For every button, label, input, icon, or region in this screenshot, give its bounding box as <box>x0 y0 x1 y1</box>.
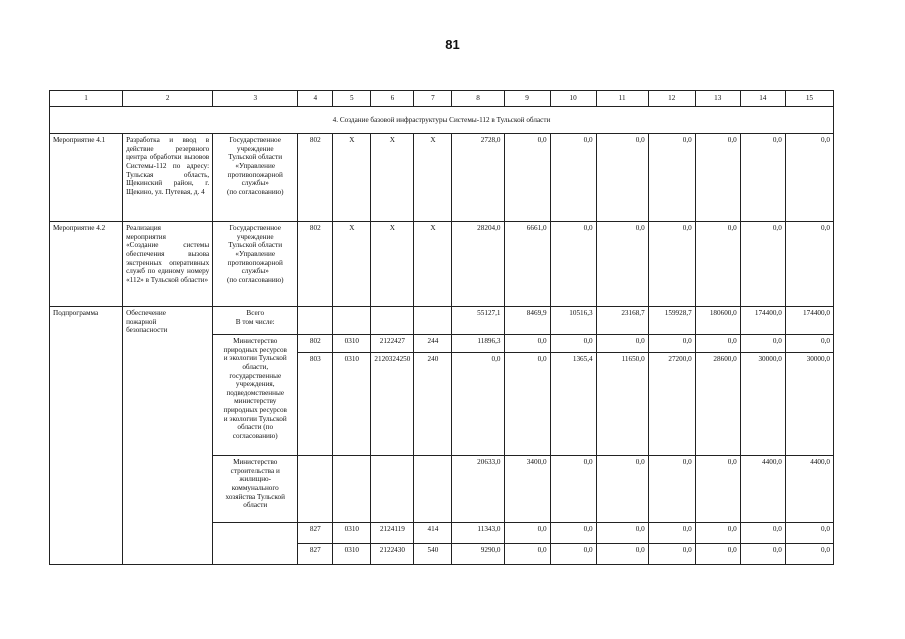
cell-col10: 0,0 <box>550 456 596 523</box>
cell-col12: 27200,0 <box>648 353 695 456</box>
cell-col15: 30000,0 <box>785 353 833 456</box>
cell-col5: X <box>333 222 371 307</box>
cell-col4: 827 <box>298 544 333 565</box>
cell-col7: 244 <box>414 335 452 353</box>
col-header: 1 <box>50 91 123 107</box>
cell-col6 <box>371 456 414 523</box>
cell-col5: 0310 <box>333 544 371 565</box>
col-header: 2 <box>123 91 213 107</box>
cell-col6: 2122430 <box>371 544 414 565</box>
cell-col9: 0,0 <box>504 335 550 353</box>
measure-name-text: «Создание системы обеспечения вызова экстренных оперативных служб по единому номеру «112» в Тульской области» <box>126 241 210 284</box>
table-row-measure-4-2 <box>50 222 834 307</box>
cell-col4: 803 <box>298 353 333 456</box>
measure-name <box>123 222 213 307</box>
col-header: 11 <box>596 91 648 107</box>
cell-col13: 0,0 <box>695 523 740 544</box>
cell-col4 <box>298 456 333 523</box>
cell-col10: 0,0 <box>550 523 596 544</box>
cell-col15: 0,0 <box>785 523 833 544</box>
cell-col9: 0,0 <box>504 134 550 222</box>
cell-col12: 159928,7 <box>648 307 695 335</box>
cell-col6: X <box>371 222 414 307</box>
executor-ministry-construction: Министерство строительства и жилищно- коммунального хозяйства Тульской области <box>213 456 298 523</box>
cell-col13: 0,0 <box>695 222 740 307</box>
cell-col8: 0,0 <box>452 353 504 456</box>
cell-col10: 0,0 <box>550 544 596 565</box>
cell-col8: 2728,0 <box>452 134 504 222</box>
cell-col13: 0,0 <box>695 544 740 565</box>
cell-col5: 0310 <box>333 335 371 353</box>
cell-col15: 0,0 <box>785 335 833 353</box>
measure-name-line: мероприятия <box>126 232 166 241</box>
page-number: 81 <box>445 37 460 52</box>
cell-col5: X <box>333 134 371 222</box>
cell-col8: 11343,0 <box>452 523 504 544</box>
cell-col13: 180600,0 <box>695 307 740 335</box>
cell-col11: 0,0 <box>596 222 648 307</box>
cell-col12: 0,0 <box>648 456 695 523</box>
cell-col11: 0,0 <box>596 523 648 544</box>
column-number-row <box>50 91 834 107</box>
cell-col14: 0,0 <box>740 134 785 222</box>
row-label: Мероприятие 4.1 <box>50 134 123 222</box>
executor: Государственное учреждение Тульской области «Управление противопожарной службы» (по согласованию) <box>213 134 298 222</box>
cell-col4: 802 <box>298 335 333 353</box>
cell-col10: 10516,3 <box>550 307 596 335</box>
cell-col11: 23168,7 <box>596 307 648 335</box>
col-header: 4 <box>298 91 333 107</box>
cell-col14: 4400,0 <box>740 456 785 523</box>
cell-col8: 11896,3 <box>452 335 504 353</box>
cell-col14: 0,0 <box>740 523 785 544</box>
budget-table <box>49 90 834 565</box>
cell-col4: 827 <box>298 523 333 544</box>
cell-col10: 1365,4 <box>550 353 596 456</box>
cell-col12: 0,0 <box>648 134 695 222</box>
cell-col6: 2120324250 <box>371 353 414 456</box>
cell-col5: 0310 <box>333 523 371 544</box>
cell-col12: 0,0 <box>648 222 695 307</box>
cell-col4 <box>298 307 333 335</box>
cell-col9: 0,0 <box>504 353 550 456</box>
col-header: 13 <box>695 91 740 107</box>
row-label: Подпрограмма <box>50 307 123 565</box>
executor-ministry-nature: Министерство природных ресурсов и экологии Тульской области, государственные учреждения, подведомственные министерству природных ресурсов и экологии Тульской области (по согласованию) <box>213 335 298 456</box>
section-row <box>50 107 834 134</box>
cell-col9: 0,0 <box>504 544 550 565</box>
cell-col4: 802 <box>298 222 333 307</box>
col-header: 12 <box>648 91 695 107</box>
cell-col14: 0,0 <box>740 544 785 565</box>
cell-col6: 2124119 <box>371 523 414 544</box>
cell-col8: 9290,0 <box>452 544 504 565</box>
cell-col7: X <box>414 222 452 307</box>
cell-col13: 0,0 <box>695 456 740 523</box>
cell-col10: 0,0 <box>550 134 596 222</box>
cell-col4: 802 <box>298 134 333 222</box>
cell-col12: 0,0 <box>648 335 695 353</box>
cell-col15: 0,0 <box>785 222 833 307</box>
cell-col12: 0,0 <box>648 523 695 544</box>
measure-name: Разработка и ввод в действие резервного центра обработки вызовов Системы-112 по адресу: Тульская область, Щекинский район, г. Щекино, ул. Путевая, д. 4 <box>123 134 213 222</box>
cell-col15: 4400,0 <box>785 456 833 523</box>
row-label: Мероприятие 4.2 <box>50 222 123 307</box>
measure-name-line: Реализация <box>126 224 161 232</box>
cell-col8: 55127,1 <box>452 307 504 335</box>
cell-col7: X <box>414 134 452 222</box>
cell-col7: 414 <box>414 523 452 544</box>
cell-col7: 540 <box>414 544 452 565</box>
col-header: 15 <box>785 91 833 107</box>
col-header: 10 <box>550 91 596 107</box>
cell-col6: X <box>371 134 414 222</box>
cell-col11: 0,0 <box>596 335 648 353</box>
cell-col11: 0,0 <box>596 544 648 565</box>
cell-col8: 28204,0 <box>452 222 504 307</box>
executor: Государственное учреждение Тульской области «Управление противопожарной службы» (по согласованию) <box>213 222 298 307</box>
table-row-measure-4-1 <box>50 134 834 222</box>
cell-col11: 11650,0 <box>596 353 648 456</box>
cell-col9: 6661,0 <box>504 222 550 307</box>
executor-empty <box>213 523 298 565</box>
cell-col15: 174400,0 <box>785 307 833 335</box>
cell-col7 <box>414 307 452 335</box>
cell-col15: 0,0 <box>785 134 833 222</box>
cell-col9: 3400,0 <box>504 456 550 523</box>
col-header: 6 <box>371 91 414 107</box>
cell-col6 <box>371 307 414 335</box>
cell-col7 <box>414 456 452 523</box>
cell-col15: 0,0 <box>785 544 833 565</box>
cell-col5 <box>333 307 371 335</box>
cell-col14: 174400,0 <box>740 307 785 335</box>
cell-col13: 28600,0 <box>695 353 740 456</box>
table-row-subprogram <box>50 307 834 335</box>
cell-col5: 0310 <box>333 353 371 456</box>
cell-col13: 0,0 <box>695 335 740 353</box>
col-header: 9 <box>504 91 550 107</box>
col-header: 14 <box>740 91 785 107</box>
subprogram-name: Обеспечение пожарной безопасности <box>123 307 213 565</box>
cell-col9: 0,0 <box>504 523 550 544</box>
cell-col14: 30000,0 <box>740 353 785 456</box>
cell-col11: 0,0 <box>596 134 648 222</box>
cell-col10: 0,0 <box>550 222 596 307</box>
cell-col14: 0,0 <box>740 335 785 353</box>
col-header: 3 <box>213 91 298 107</box>
col-header: 5 <box>333 91 371 107</box>
cell-col14: 0,0 <box>740 222 785 307</box>
cell-col10: 0,0 <box>550 335 596 353</box>
cell-col13: 0,0 <box>695 134 740 222</box>
cell-col7: 240 <box>414 353 452 456</box>
cell-col9: 8469,9 <box>504 307 550 335</box>
cell-col5 <box>333 456 371 523</box>
section-title: 4. Создание базовой инфраструктуры Системы-112 в Тульской области <box>50 107 834 134</box>
col-header: 8 <box>452 91 504 107</box>
executor-total: Всего В том числе: <box>213 307 298 335</box>
cell-col6: 2122427 <box>371 335 414 353</box>
cell-col8: 20633,0 <box>452 456 504 523</box>
cell-col12: 0,0 <box>648 544 695 565</box>
col-header: 7 <box>414 91 452 107</box>
cell-col11: 0,0 <box>596 456 648 523</box>
